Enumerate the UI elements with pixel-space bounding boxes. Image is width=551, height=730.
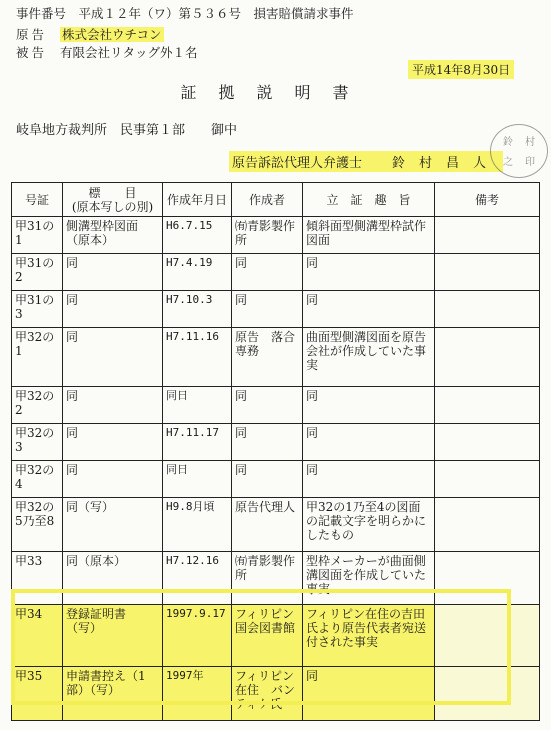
col-header-author: 作成者: [232, 183, 303, 217]
col-header-note: 備考: [435, 183, 540, 217]
proof-purpose: 同: [303, 291, 435, 328]
creation-date: 同日: [163, 387, 232, 424]
creation-date: 1997.9.17: [163, 605, 232, 667]
table-row: [12, 461, 540, 498]
evidence-item: 同: [63, 424, 163, 461]
table-row: [12, 667, 540, 721]
proof-purpose: 同: [303, 424, 435, 461]
evidence-number: 甲33: [12, 552, 63, 605]
creator: フィリピン在住 バンティケ氏: [232, 667, 303, 721]
table-row: [12, 552, 540, 605]
creation-date: H7.10.3: [163, 291, 232, 328]
evidence-number: 甲32の 2: [12, 387, 63, 424]
lawyer-role: 原告訴訟代理人弁護士: [232, 156, 363, 171]
evidence-number: 甲34: [12, 605, 63, 667]
creation-date: 1997年: [163, 667, 232, 721]
creation-date: H7.11.17: [163, 424, 232, 461]
creator: 同: [232, 291, 303, 328]
note: [435, 328, 540, 387]
creation-date: 同日: [163, 461, 232, 498]
table-row: [12, 605, 540, 667]
proof-purpose: 傾斜面型側溝型枠試作図面: [303, 217, 435, 254]
creator: ㈲青影製作所: [232, 552, 303, 605]
creator: 同: [232, 387, 303, 424]
note: [435, 605, 540, 667]
evidence-number: 甲35: [12, 667, 63, 721]
evidence-item: 同: [63, 461, 163, 498]
creation-date: H7.4.19: [163, 254, 232, 291]
note: [435, 667, 540, 721]
note: [435, 424, 540, 461]
evidence-table: [11, 182, 540, 721]
evidence-item: 登録証明書 （写）: [63, 605, 163, 667]
creator: 同: [232, 424, 303, 461]
col-header-purpose: 立 証 趣 旨: [303, 183, 435, 217]
evidence-item: 同: [63, 254, 163, 291]
evidence-item: 同（写）: [63, 498, 163, 552]
note: [435, 498, 540, 552]
case-number-line: 事件番号 平成１２年（ワ）第５３６号 損害賠償請求事件: [16, 6, 354, 21]
table-row: [12, 498, 540, 552]
seal-stamp-icon: 鈴 村 之 印: [490, 124, 548, 178]
creator: 同: [232, 254, 303, 291]
table-row: [12, 328, 540, 387]
defendant-label: 被告: [16, 45, 48, 60]
document-date: 平成14年8月30日: [408, 60, 514, 79]
creator: 同: [232, 461, 303, 498]
evidence-item: 同（原本）: [63, 552, 163, 605]
table-header-row: [12, 183, 540, 217]
defendant-line: [16, 45, 198, 60]
creator: 原告代理人: [232, 498, 303, 552]
proof-purpose: 型枠メーカーが曲面側溝図面を作成していた事実: [303, 552, 435, 605]
col-header-date: 作成年月日: [163, 183, 232, 217]
proof-purpose: 同: [303, 254, 435, 291]
proof-purpose: 同: [303, 387, 435, 424]
creation-date: H7.11.16: [163, 328, 232, 387]
note: [435, 291, 540, 328]
col-header-item: 標 目 (原本写しの別): [63, 183, 163, 217]
evidence-number: 甲31の 1: [12, 217, 63, 254]
plaintiff-label: 原告: [16, 27, 48, 42]
evidence-number: 甲32の 5乃至8: [12, 498, 63, 552]
evidence-number: 甲32の 4: [12, 461, 63, 498]
creator: フィリピン国会図書館: [232, 605, 303, 667]
note: [435, 254, 540, 291]
evidence-number: 甲32の 3: [12, 424, 63, 461]
proof-purpose: 曲面型側溝図面を原告会社が作成していた事実: [303, 328, 435, 387]
evidence-number: 甲32の 1: [12, 328, 63, 387]
defendant-name: 有限会社リタッグ外１名: [60, 45, 198, 60]
note: [435, 552, 540, 605]
creator: 原告 落合専務: [232, 328, 303, 387]
court-addressee: 岐阜地方裁判所 民事第１部 御中: [16, 123, 238, 138]
table-row: [12, 217, 540, 254]
plaintiff-line: [16, 27, 164, 42]
creator: ㈲青影製作所: [232, 217, 303, 254]
creation-date: H7.12.16: [163, 552, 232, 605]
proof-purpose: 同: [303, 461, 435, 498]
table-row: [12, 291, 540, 328]
lawyer-line: [229, 151, 503, 172]
evidence-item: 申請書控え（1部）（写）: [63, 667, 163, 721]
col-header-number: 号証: [12, 183, 63, 217]
note: [435, 461, 540, 498]
proof-purpose: 甲32の1乃至4の図面の記載文字を明らかにしたもの: [303, 498, 435, 552]
evidence-item: 同: [63, 291, 163, 328]
creation-date: H6.7.15: [163, 217, 232, 254]
table-row: [12, 387, 540, 424]
note: [435, 387, 540, 424]
document-title: 証拠説明書: [180, 83, 371, 102]
evidence-item: 同: [63, 328, 163, 387]
evidence-number: 甲31の 3: [12, 291, 63, 328]
note: [435, 217, 540, 254]
evidence-item: 側溝型枠図面 （原本）: [63, 217, 163, 254]
plaintiff-name: 株式会社ウチコン: [62, 27, 162, 42]
evidence-number: 甲31の 2: [12, 254, 63, 291]
creation-date: H9.8月頃: [163, 498, 232, 552]
proof-purpose: 同: [303, 667, 435, 721]
evidence-item: 同: [63, 387, 163, 424]
proof-purpose: フィリピン在住の吉田氏より原告代表者宛送付された事実: [303, 605, 435, 667]
lawyer-name: 鈴村昌人: [392, 156, 501, 171]
table-row: [12, 254, 540, 291]
table-row: [12, 424, 540, 461]
